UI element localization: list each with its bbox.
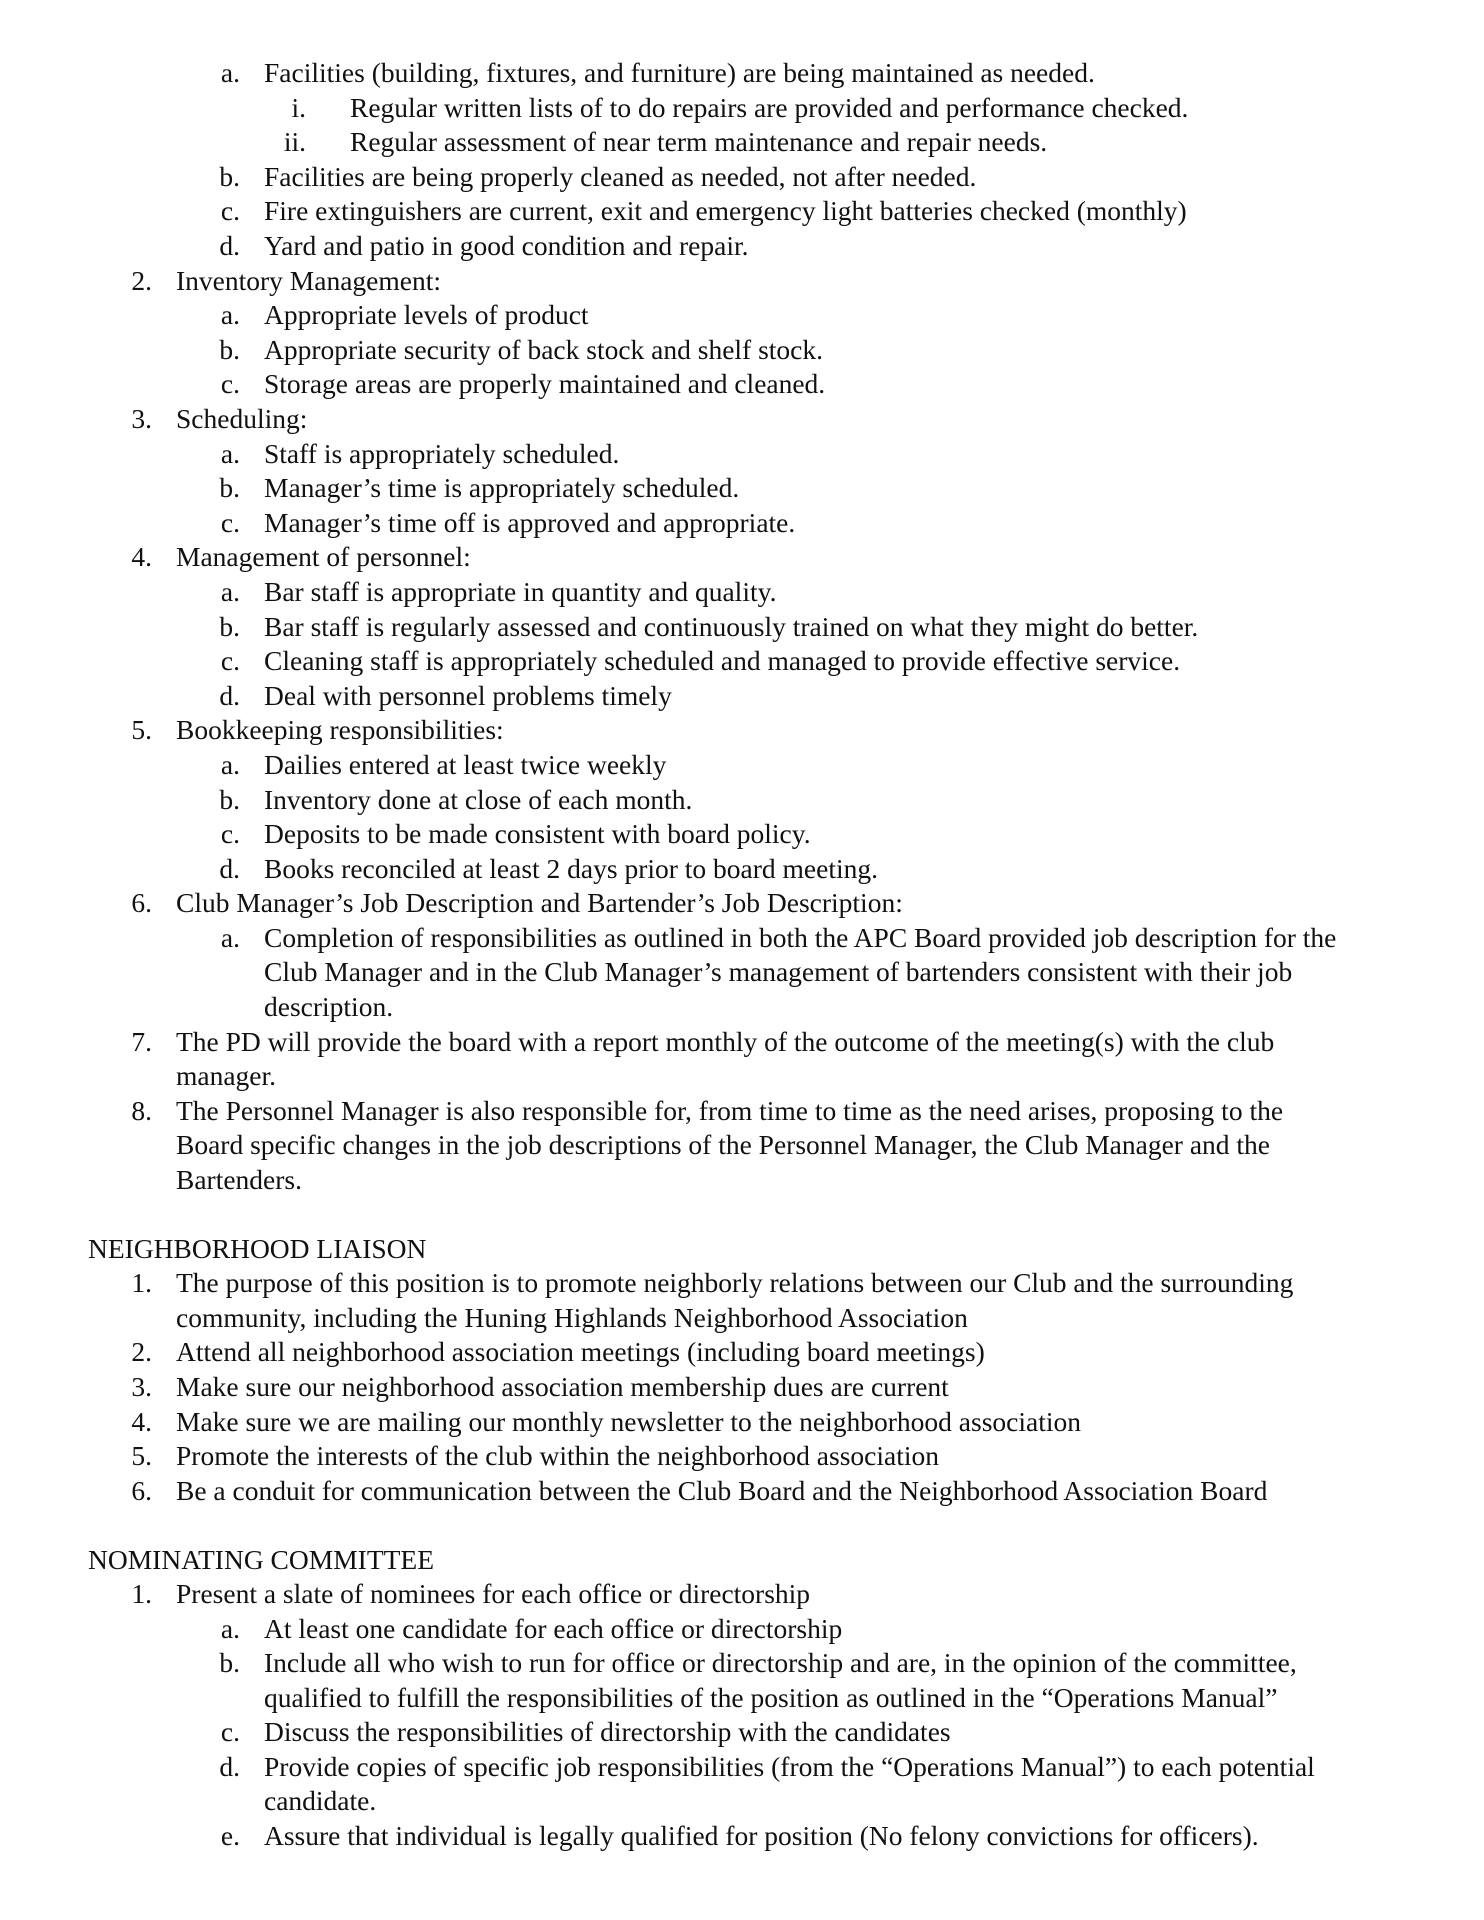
list-label: a. — [220, 1613, 240, 1644]
list-label: c. — [220, 645, 240, 676]
list-text: Facilities (building, fixtures, and furniture) are being maintained as needed. — [264, 57, 1095, 88]
list-text: Board specific changes in the job descriptions of the Personnel Manager, the Club Manager and the — [176, 1129, 1270, 1160]
list-text: Facilities are being properly cleaned as needed, not after needed. — [264, 161, 977, 192]
list-label: b. — [219, 1647, 240, 1678]
list-text: Manager’s time off is approved and appropriate. — [264, 507, 796, 538]
list-text: Bar staff is regularly assessed and continuously trained on what they might do better. — [264, 611, 1199, 642]
list-label: e. — [220, 1820, 240, 1851]
list-label: a. — [220, 57, 240, 88]
list-text: Completion of responsibilities as outlined in both the APC Board provided job description for the — [264, 922, 1337, 953]
list-label: 1. — [131, 1578, 152, 1609]
list-label: c. — [220, 195, 240, 226]
list-text: Cleaning staff is appropriately scheduled and managed to provide effective service. — [264, 645, 1181, 676]
list-label: d. — [219, 1751, 240, 1782]
list-label: a. — [220, 576, 240, 607]
list-label: b. — [219, 334, 240, 365]
list-label: b. — [219, 611, 240, 642]
list-text: Manager’s time is appropriately scheduled. — [264, 472, 740, 503]
section-heading-nominating-committee: NOMINATING COMMITTEE — [88, 1544, 435, 1575]
list-label: 1. — [131, 1267, 152, 1298]
list-text: The purpose of this position is to promote neighborly relations between our Club and the surrounding — [176, 1267, 1294, 1298]
list-text: Regular assessment of near term maintenance and repair needs. — [350, 126, 1048, 157]
list-text: Make sure we are mailing our monthly newsletter to the neighborhood association — [176, 1406, 1081, 1437]
list-label: 2. — [131, 265, 152, 296]
list-text: Club Manager’s Job Description and Bartender’s Job Description: — [176, 887, 903, 918]
list-label: ii. — [283, 126, 306, 157]
list-text: manager. — [176, 1060, 277, 1091]
list-label: 6. — [131, 887, 152, 918]
list-label: b. — [219, 784, 240, 815]
list-text: Bookkeeping responsibilities: — [176, 714, 504, 745]
list-text: Club Manager and in the Club Manager’s management of bartenders consistent with their job — [264, 956, 1293, 987]
list-text: Books reconciled at least 2 days prior to board meeting. — [264, 853, 878, 884]
list-label: 2. — [131, 1336, 152, 1367]
list-label: c. — [220, 507, 240, 538]
list-text: Appropriate security of back stock and shelf stock. — [264, 334, 823, 365]
list-label: d. — [219, 680, 240, 711]
list-label: 3. — [131, 403, 152, 434]
list-text: Attend all neighborhood association meetings (including board meetings) — [176, 1336, 985, 1367]
list-label: i. — [291, 92, 306, 123]
list-label: b. — [219, 472, 240, 503]
list-label: d. — [219, 853, 240, 884]
list-label: 7. — [131, 1026, 152, 1057]
list-label: a. — [220, 749, 240, 780]
list-label: b. — [219, 161, 240, 192]
list-text: Provide copies of specific job responsibilities (from the “Operations Manual”) to each potential — [264, 1751, 1315, 1782]
list-text: Dailies entered at least twice weekly — [264, 749, 667, 780]
list-label: a. — [220, 299, 240, 330]
list-text: The PD will provide the board with a report monthly of the outcome of the meeting(s) with the club — [176, 1026, 1275, 1057]
list-text: Present a slate of nominees for each office or directorship — [176, 1578, 811, 1609]
list-text: Deposits to be made consistent with board policy. — [264, 818, 811, 849]
list-text: The Personnel Manager is also responsible for, from time to time as the need arises, proposing to the — [176, 1095, 1284, 1126]
list-text: Bar staff is appropriate in quantity and quality. — [264, 576, 777, 607]
list-text: Inventory done at close of each month. — [264, 784, 693, 815]
list-label: c. — [220, 368, 240, 399]
list-label: 6. — [131, 1475, 152, 1506]
list-text: community, including the Huning Highlands Neighborhood Association — [176, 1302, 968, 1333]
list-label: d. — [219, 230, 240, 261]
list-text: Make sure our neighborhood association membership dues are current — [176, 1371, 949, 1402]
list-text: Storage areas are properly maintained and cleaned. — [264, 368, 826, 399]
list-label: c. — [220, 818, 240, 849]
list-label: 8. — [131, 1095, 152, 1126]
list-text: Discuss the responsibilities of directorship with the candidates — [264, 1716, 951, 1747]
list-label: 5. — [131, 714, 152, 745]
list-label: 4. — [131, 541, 152, 572]
list-text: qualified to fulfill the responsibilities of the position as outlined in the “Operations Manual” — [264, 1682, 1278, 1713]
list-text: Regular written lists of to do repairs are provided and performance checked. — [350, 92, 1189, 123]
list-text: Promote the interests of the club within the neighborhood association — [176, 1440, 939, 1471]
list-text: Scheduling: — [176, 403, 308, 434]
list-text: Include all who wish to run for office or directorship and are, in the opinion of the committee, — [264, 1647, 1297, 1678]
list-label: c. — [220, 1716, 240, 1747]
list-text: Yard and patio in good condition and repair. — [264, 230, 749, 261]
list-text: Be a conduit for communication between the Club Board and the Neighborhood Association Board — [176, 1475, 1268, 1506]
list-text: Bartenders. — [176, 1164, 302, 1195]
list-text: Staff is appropriately scheduled. — [264, 438, 620, 469]
list-label: a. — [220, 922, 240, 953]
list-label: a. — [220, 438, 240, 469]
section-heading-neighborhood-liaison: NEIGHBORHOOD LIAISON — [88, 1233, 427, 1264]
list-text: Appropriate levels of product — [264, 299, 589, 330]
list-text: Inventory Management: — [176, 265, 441, 296]
list-label: 5. — [131, 1440, 152, 1471]
list-text: candidate. — [264, 1785, 377, 1816]
list-text: Assure that individual is legally qualified for position (No felony convictions for officers). — [264, 1820, 1259, 1851]
list-text: Management of personnel: — [176, 541, 471, 572]
list-label: 3. — [131, 1371, 152, 1402]
list-text: Fire extinguishers are current, exit and emergency light batteries checked (monthly) — [264, 195, 1187, 226]
list-text: At least one candidate for each office or directorship — [264, 1613, 843, 1644]
list-text: description. — [264, 991, 394, 1022]
list-label: 4. — [131, 1406, 152, 1437]
list-text: Deal with personnel problems timely — [264, 680, 672, 711]
